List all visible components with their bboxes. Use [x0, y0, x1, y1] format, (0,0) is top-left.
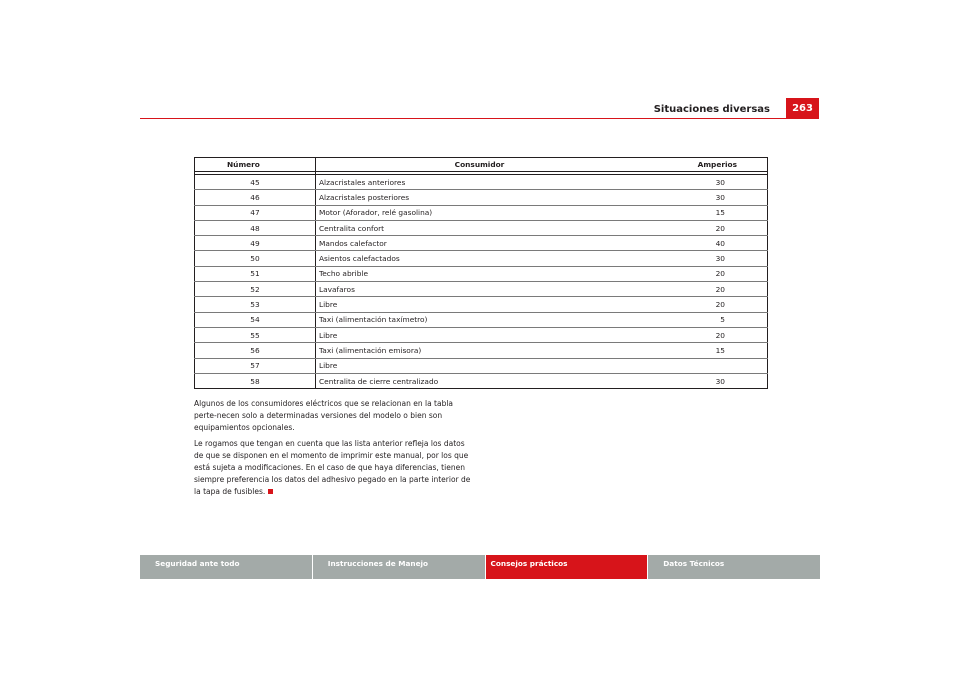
cell-number: 51 [195, 266, 316, 281]
column-header-consumer: Consumidor [316, 158, 644, 172]
footer-tab-datos[interactable]: Datos Técnicos [648, 555, 820, 579]
cell-consumer: Libre [316, 327, 644, 342]
column-header-number: Número [195, 158, 316, 172]
cell-number: 45 [195, 175, 316, 190]
paragraph-note-changes-text: Le rogamos que tengan en cuenta que las lista anterior refleja los datos de que se disponen en el momento de imprimir este manual, por los que está sujeta a modificaciones. En el caso de que haya diferencias, tienen siempre preferencia los datos del adhesivo pegado en la parte interior de la tapa de fusibles. [194, 439, 471, 496]
table-row [195, 175, 768, 190]
table-row [195, 236, 768, 251]
footer-tab-consejos[interactable]: Consejos prácticos [486, 555, 648, 579]
page-header-title: Situaciones diversas [653, 104, 770, 115]
table-body [195, 172, 768, 389]
paragraph-note-changes [194, 438, 476, 497]
table-row [195, 190, 768, 205]
column-header-amperes: Amperios [643, 158, 768, 172]
table-row [195, 251, 768, 266]
cell-number: 47 [195, 205, 316, 220]
cell-consumer: Asientos calefactados [316, 251, 644, 266]
table-row [195, 297, 768, 312]
cell-number: 48 [195, 220, 316, 235]
table-row [195, 343, 768, 358]
table-row [195, 327, 768, 342]
cell-amperes: 5 [643, 312, 768, 327]
cell-consumer: Libre [316, 358, 644, 373]
table-row [195, 205, 768, 220]
page-number-badge: 263 [786, 98, 819, 118]
cell-consumer: Lavafaros [316, 282, 644, 297]
cell-amperes: 30 [643, 190, 768, 205]
cell-number: 55 [195, 327, 316, 342]
cell-amperes: 30 [715, 376, 725, 386]
cell-consumer: Centralita confort [316, 220, 644, 235]
cell-amperes [643, 358, 768, 373]
header-rule [140, 118, 819, 119]
cell-amperes: 15 [643, 343, 768, 358]
table-row [195, 312, 768, 327]
cell-amperes: 15 [643, 205, 768, 220]
cell-consumer: Alzacristales anteriores [316, 175, 644, 190]
fuse-table [194, 157, 768, 389]
cell-number: 54 [195, 312, 316, 327]
table-row [195, 220, 768, 235]
cell-consumer: Centralita de cierre centralizado [316, 373, 644, 388]
footer-tab-seguridad[interactable]: Seguridad ante todo [140, 555, 312, 579]
cell-amperes: 20 [643, 282, 768, 297]
cell-number: 58 [250, 376, 260, 386]
table-row [195, 282, 768, 297]
cell-amperes: 40 [643, 236, 768, 251]
table-row [195, 358, 768, 373]
table-row [195, 266, 768, 281]
cell-amperes: 20 [643, 220, 768, 235]
cell-consumer: Alzacristales posteriores [316, 190, 644, 205]
cell-number: 56 [195, 343, 316, 358]
cell-number: 53 [195, 297, 316, 312]
cell-amperes: 20 [643, 266, 768, 281]
cell-number: 49 [195, 236, 316, 251]
footer-nav [140, 555, 820, 579]
cell-consumer: Taxi (alimentación taxímetro) [316, 312, 644, 327]
table-row [195, 373, 768, 388]
cell-amperes: 20 [643, 297, 768, 312]
paragraph-note-optional: Algunos de los consumidores eléctricos que se relacionan en la tabla perte-necen solo a determinadas versiones del modelo o bien son equipamientos opcionales. [194, 399, 454, 432]
cell-amperes: 30 [643, 251, 768, 266]
cell-consumer: Taxi (alimentación emisora) [316, 343, 644, 358]
cell-amperes: 20 [643, 327, 768, 342]
footer-tab-instrucciones[interactable]: Instrucciones de Manejo [313, 555, 485, 579]
cell-number: 50 [195, 251, 316, 266]
cell-consumer: Libre [316, 297, 644, 312]
end-of-section-icon [268, 489, 273, 494]
cell-consumer: Techo abrible [316, 266, 644, 281]
cell-consumer: Motor (Aforador, relé gasolina) [316, 205, 644, 220]
body-text [194, 398, 476, 502]
cell-number: 57 [195, 358, 316, 373]
cell-number: 52 [195, 282, 316, 297]
cell-consumer: Mandos calefactor [316, 236, 644, 251]
cell-number: 46 [195, 190, 316, 205]
cell-amperes: 30 [643, 175, 768, 190]
table-header-row [195, 158, 768, 172]
